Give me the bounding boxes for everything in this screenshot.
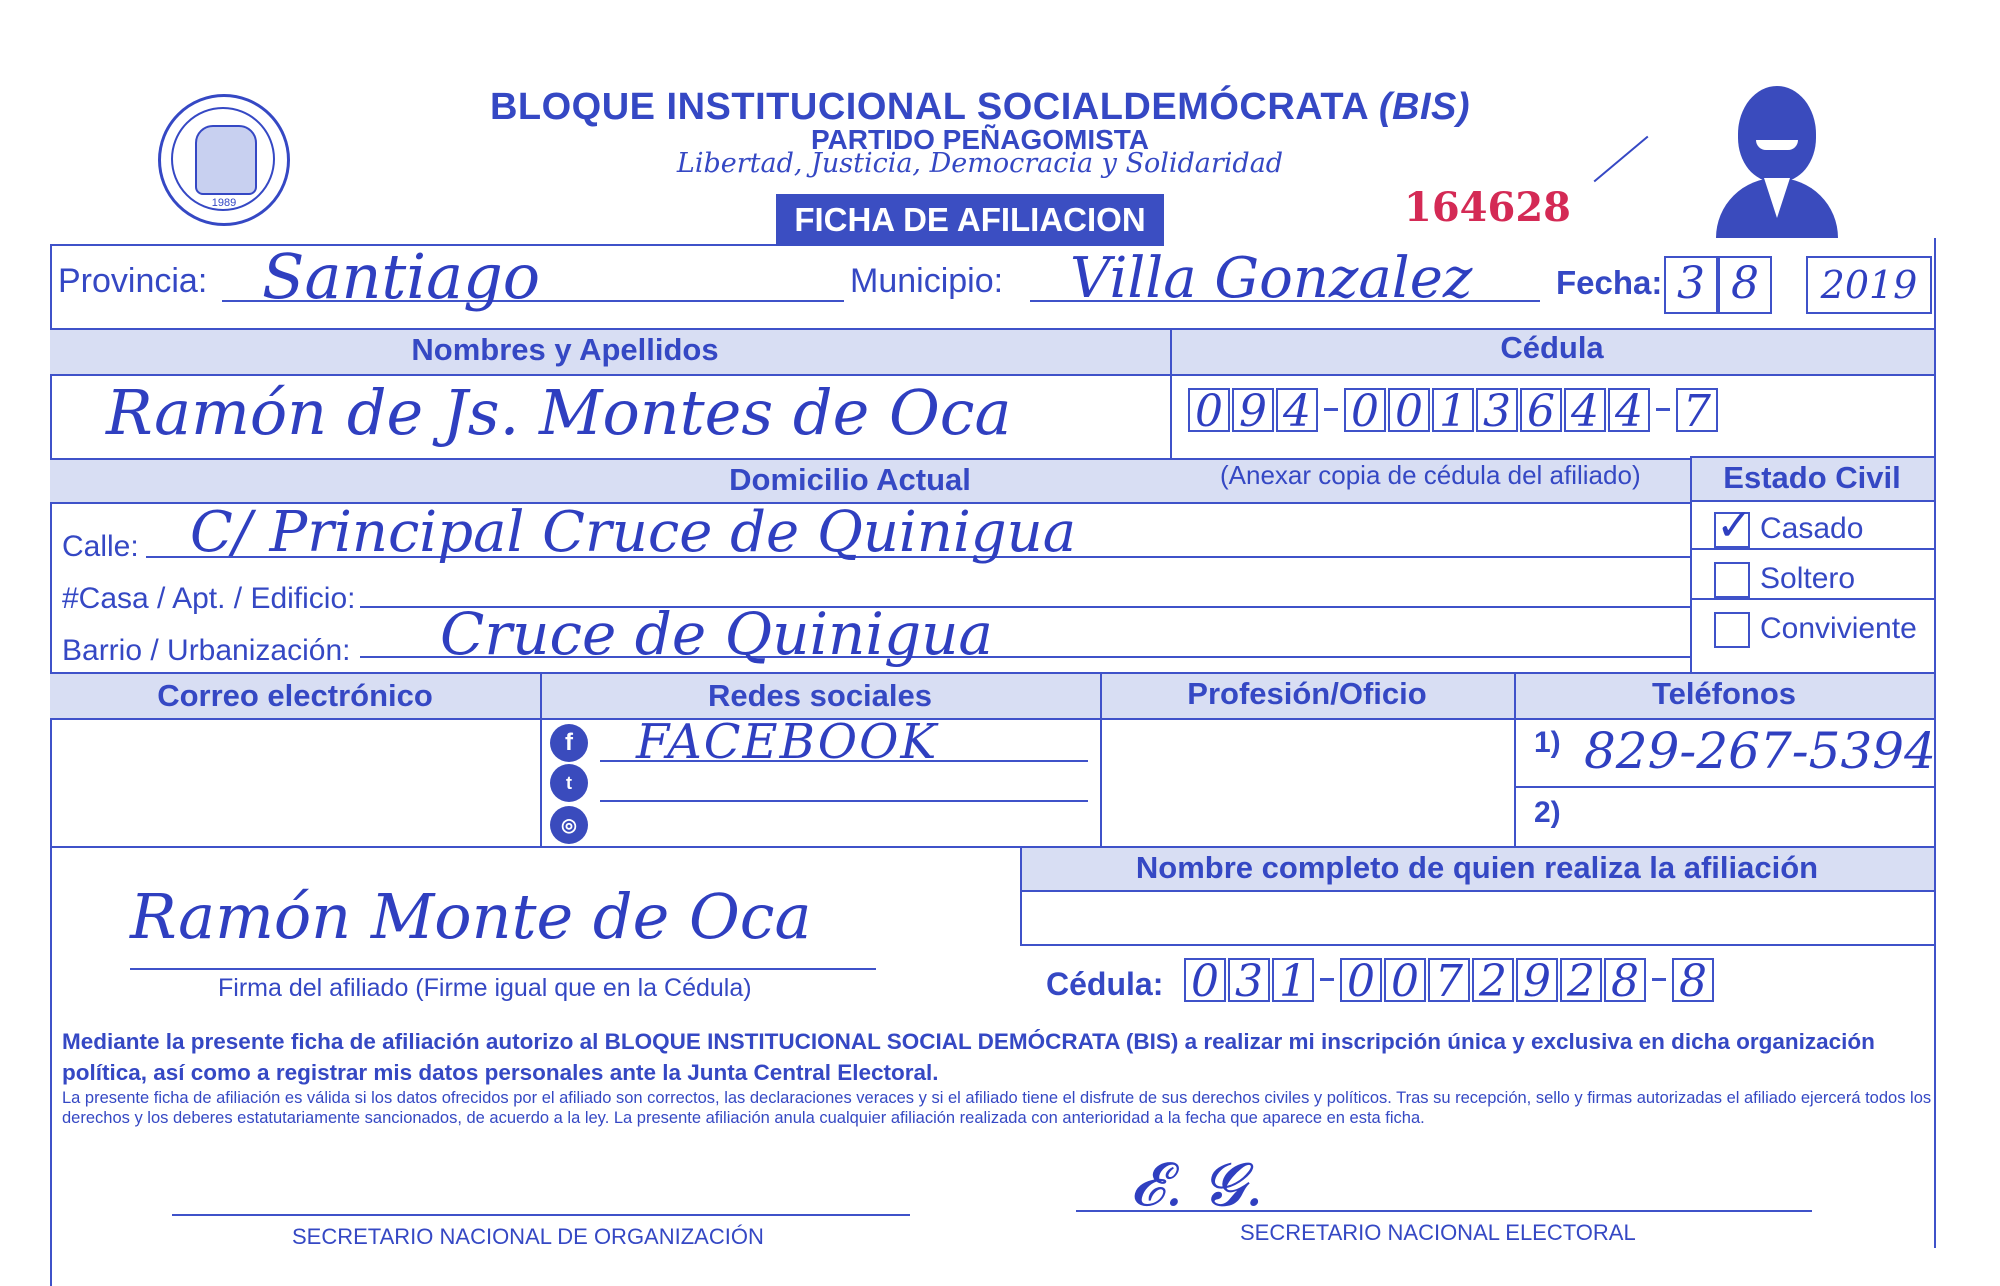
barrio-label: Barrio / Urbanización: xyxy=(62,634,351,667)
fecha-year[interactable]: 2019 xyxy=(1806,256,1932,314)
cedula-dash xyxy=(1656,408,1670,411)
profession-header: Profesión/Oficio xyxy=(1187,676,1427,711)
affiliator-cedula-digit[interactable]: 0 xyxy=(1340,958,1382,1002)
cedula-digit[interactable]: 0 xyxy=(1188,388,1230,432)
twitter-icon: t xyxy=(550,764,588,802)
party-name: PARTIDO PEÑAGOMISTA xyxy=(810,124,1150,155)
affiliate-signature: Ramón Monte de Oca xyxy=(130,880,812,953)
serial-number: 164628 xyxy=(1404,184,1571,231)
affiliate-signature-caption: Firma del afiliado (Firme igual que en la Cédula) xyxy=(218,974,752,1002)
fist-rose-icon xyxy=(195,125,257,195)
cedula-digit[interactable]: 4 xyxy=(1564,388,1606,432)
org-abbr: (BIS) xyxy=(1378,86,1471,128)
civil-option-soltero: Soltero xyxy=(1760,562,1856,595)
affiliator-cedula-label: Cédula: xyxy=(1046,966,1164,1002)
calle-label: Calle: xyxy=(62,530,139,563)
legal-bold-text: Mediante la presente ficha de afiliación autorizo al BLOQUE INSTITUCIONAL SOCIAL DEMÓCRATA (BIS) a realizar mi inscripción única y exclusiva en dicha organización política, así como a registrar mis datos personales ante la Junta Central Electoral. xyxy=(62,1029,1875,1085)
conviviente-checkbox[interactable] xyxy=(1714,612,1750,648)
affiliator-header: Nombre completo de quien realiza la afiliación xyxy=(1135,850,1819,885)
provincia-label: Provincia: xyxy=(58,262,208,300)
phone2-label: 2) xyxy=(1534,796,1561,829)
cedula-dash xyxy=(1652,978,1666,981)
names-header: Nombres y Apellidos xyxy=(411,332,719,367)
fecha-month[interactable]: 8 xyxy=(1718,256,1772,314)
municipio-label: Municipio: xyxy=(850,262,1004,300)
legal-small-text: La presente ficha de afiliación es válida si los datos ofrecidos por el afiliado son correctos, las declaraciones veraces y si el afiliado tiene el disfrute de sus derechos civiles y políticos. Tras su recepción, sello y firmas autorizadas el afiliado ejercerá todos los derechos y los deberes estatutariamente sancionados, de acuerdo a la ley. La presente afiliación anula cualquier afiliación realizada con anterioridad a la fecha que aparece en esta ficha. xyxy=(62,1089,1932,1127)
soltero-checkbox[interactable] xyxy=(1714,562,1750,598)
affiliator-cedula-digit[interactable]: 9 xyxy=(1516,958,1558,1002)
electoral-signature: 𝓔. 𝓖. xyxy=(1130,1150,1264,1220)
casa-label: #Casa / Apt. / Edificio: xyxy=(62,582,356,615)
affiliator-cedula-digit[interactable]: 0 xyxy=(1384,958,1426,1002)
affiliator-cedula-digit[interactable]: 0 xyxy=(1184,958,1226,1002)
social-header: Redes sociales xyxy=(707,678,933,713)
facebook-icon: f xyxy=(550,724,588,762)
facebook-value[interactable]: FACEBOOK xyxy=(636,714,939,770)
cedula-header: Cédula xyxy=(1500,330,1604,365)
cedula-digit[interactable]: 7 xyxy=(1676,388,1718,432)
calle-value[interactable]: C/ Principal Cruce de Quinigua xyxy=(190,500,1077,565)
estado-civil-header: Estado Civil xyxy=(1723,460,1901,495)
fecha-label: Fecha: xyxy=(1556,264,1663,301)
affiliator-cedula-digit[interactable]: 1 xyxy=(1272,958,1314,1002)
civil-option-conviviente: Conviviente xyxy=(1760,612,1917,645)
cedula-dash xyxy=(1320,978,1334,981)
civil-option-casado: Casado xyxy=(1760,512,1864,545)
affiliator-cedula-digit[interactable]: 3 xyxy=(1228,958,1270,1002)
party-motto: Libertad, Justicia, Democracia y Solidaridad xyxy=(676,148,1284,179)
affiliator-cedula-digit[interactable]: 8 xyxy=(1604,958,1646,1002)
email-header: Correo electrónico xyxy=(157,678,433,713)
serial-check-mark xyxy=(1594,136,1649,183)
cedula-dash xyxy=(1324,408,1338,411)
phones-header: Teléfonos xyxy=(1651,676,1797,711)
full-name-value[interactable]: Ramón de Js. Montes de Oca xyxy=(106,376,1012,449)
org-title xyxy=(420,86,1540,129)
cedula-digit[interactable]: 4 xyxy=(1276,388,1318,432)
cedula-digit[interactable]: 0 xyxy=(1344,388,1386,432)
affiliator-cedula-digit[interactable]: 7 xyxy=(1428,958,1470,1002)
org-name: BLOQUE INSTITUCIONAL SOCIALDEMÓCRATA xyxy=(489,86,1368,128)
affiliator-cedula-digit[interactable]: 8 xyxy=(1672,958,1714,1002)
phone1-label: 1) xyxy=(1534,726,1561,759)
footer-right-caption: SECRETARIO NACIONAL ELECTORAL xyxy=(1240,1220,1636,1245)
instagram-icon: ◎ xyxy=(550,806,588,844)
cedula-digit[interactable]: 6 xyxy=(1520,388,1562,432)
affiliator-cedula-digit[interactable]: 2 xyxy=(1560,958,1602,1002)
fecha-day[interactable]: 3 xyxy=(1664,256,1718,314)
party-seal xyxy=(158,94,290,226)
affiliator-cedula-digit[interactable]: 2 xyxy=(1472,958,1514,1002)
anexar-note: (Anexar copia de cédula del afiliado) xyxy=(1220,460,1641,490)
cedula-digit[interactable]: 4 xyxy=(1608,388,1650,432)
cedula-digit[interactable]: 9 xyxy=(1232,388,1274,432)
provincia-value[interactable]: Santiago xyxy=(262,240,541,313)
cedula-digit[interactable]: 1 xyxy=(1432,388,1474,432)
cedula-digit[interactable]: 3 xyxy=(1476,388,1518,432)
barrio-value[interactable]: Cruce de Quinigua xyxy=(440,600,994,668)
footer-left-caption: SECRETARIO NACIONAL DE ORGANIZACIÓN xyxy=(292,1224,764,1249)
seal-year: 1989 xyxy=(211,197,237,209)
cedula-digit[interactable]: 0 xyxy=(1388,388,1430,432)
candidate-portrait xyxy=(1716,78,1838,238)
domicilio-header: Domicilio Actual xyxy=(729,462,971,497)
phone1-value[interactable]: 829-267-5394 xyxy=(1584,722,1936,780)
municipio-value[interactable]: Villa Gonzalez xyxy=(1070,246,1473,311)
casado-check-mark-icon: ✓ xyxy=(1716,501,1753,550)
form-title: FICHA DE AFILIACION xyxy=(776,194,1164,246)
